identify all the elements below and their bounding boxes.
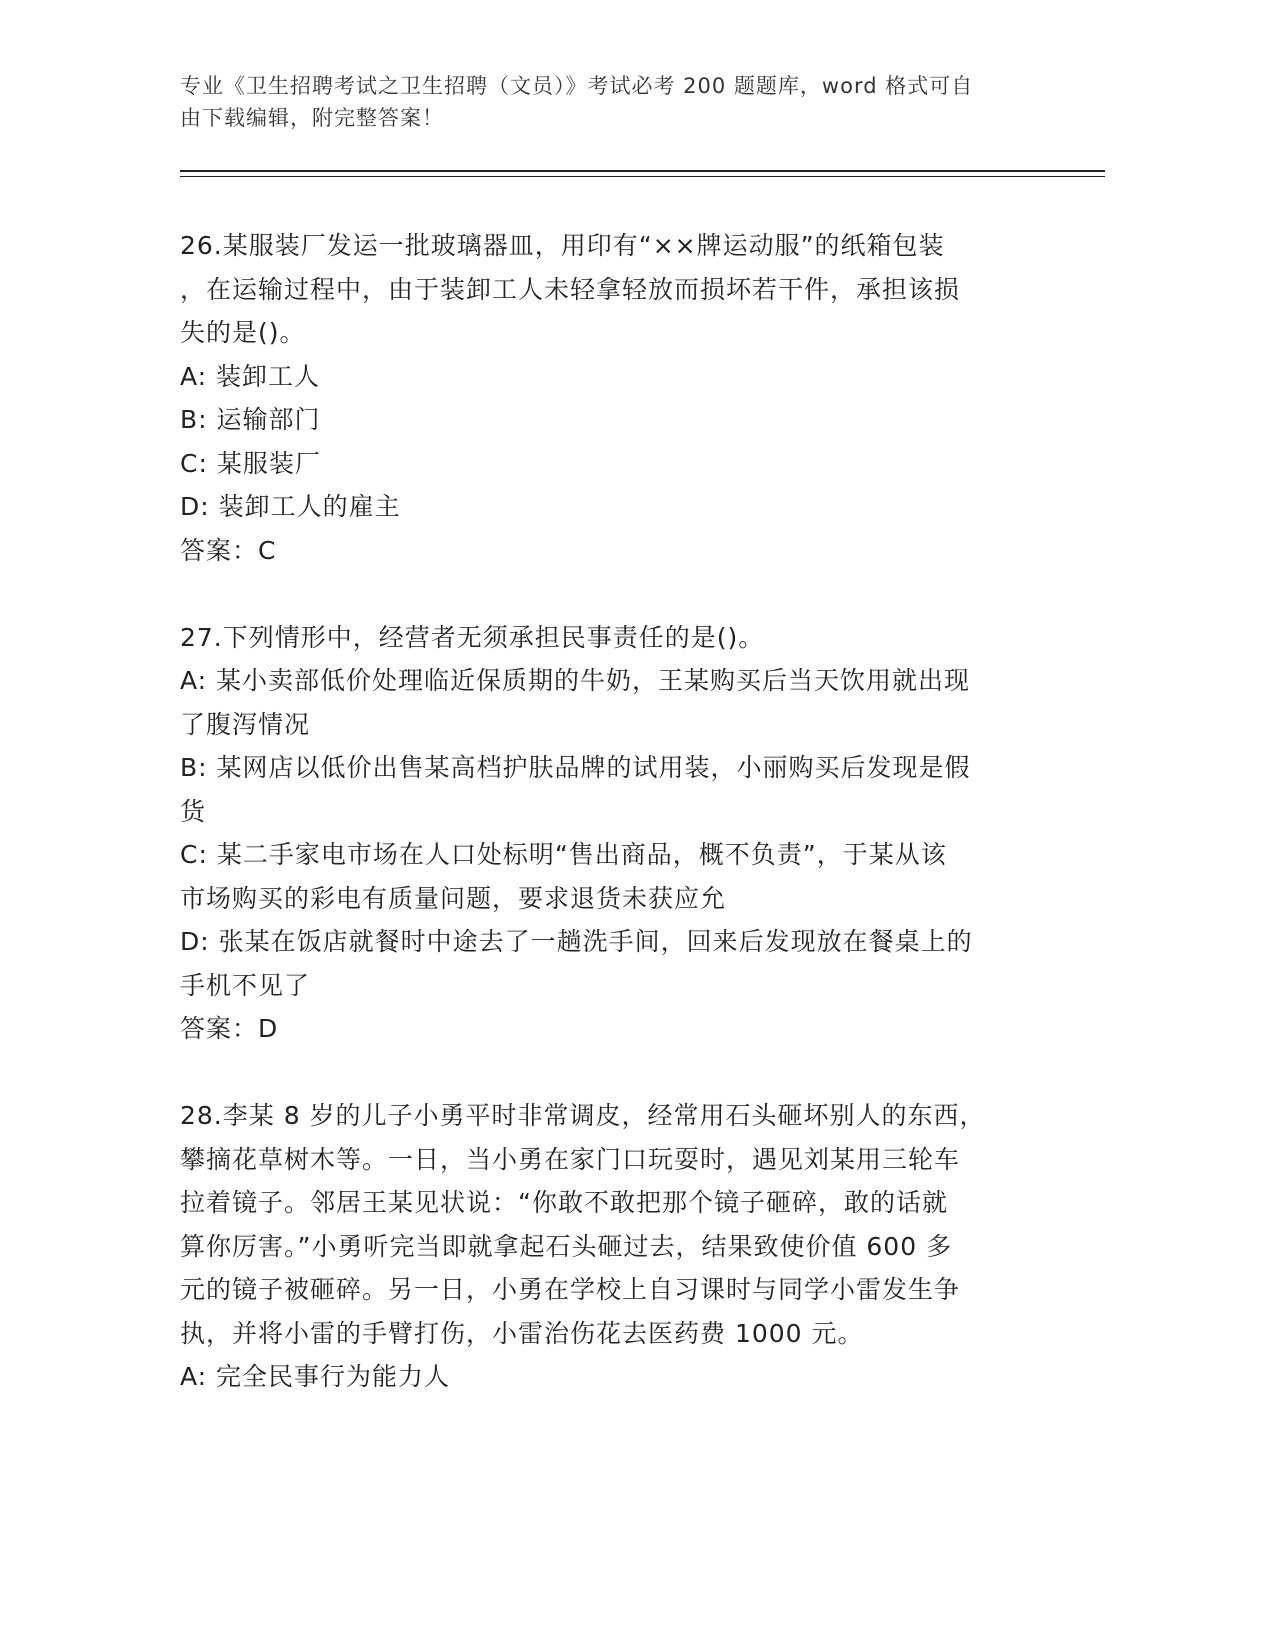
option-b: B: 运输部门 [180,405,321,434]
option-c-continued: 市场购买的彩电有质量问题，要求退货未获应允 [180,883,727,913]
question-stem-line: 28.李某 8 岁的儿子小勇平时非常调皮，经常用石头砸坏别人的东西， [180,1101,986,1130]
question-stem-line: 算你厉害。”小勇听完当即就拿起石头砸过去，结果致使价值 600 多 [180,1231,953,1261]
option-a: A: 完全民事行为能力人 [180,1362,451,1391]
option-c: C: 某二手家电市场在人口处标明“售出商品，概不负责”，于某从该 [180,840,947,869]
option-d: D: 张某在饭店就餐时中途去了一趟洗手间，回来后发现放在餐桌上的 [180,927,973,956]
header-line-1: 专业《卫生招聘考试之卫生招聘（文员）》考试必考 200 题题库，word 格式可自 [180,74,974,98]
document-header [180,70,1040,134]
question-spacer [180,572,1040,616]
option-a-continued: 了腹泻情况 [180,709,311,739]
question-list [180,224,1040,1399]
option-a: A: 装卸工人 [180,361,321,391]
question-spacer [180,1051,1040,1095]
option-c: C: 某服装厂 [180,448,321,478]
question-stem-line: 执，并将小雷的手臂打伤，小雷治伤花去医药费 1000 元。 [180,1318,864,1348]
option-a: A: 某小卖部低价处理临近保质期的牛奶，王某购买后当天饮用就出现 [180,666,971,695]
question-stem-line: 元的镜子被砸碎。另一日，小勇在学校上自习课时与同学小雷发生争 [180,1275,961,1304]
option-d-continued: 手机不见了 [180,970,311,1000]
header-line-2: 由下载编辑，附完整答案！ [180,106,444,130]
option-b-continued: 货 [180,796,207,826]
header-divider-thin [180,176,1105,177]
question-stem-line: 26.某服装厂发运一批玻璃器皿，用印有“××牌运动服”的纸箱包装 [180,231,945,260]
option-b: B: 某网店以低价出售某高档护肤品牌的试用装，小丽购买后发现是假 [180,753,971,782]
question-27 [180,616,1040,1051]
question-stem-line: ，在运输过程中，由于装卸工人未轻拿轻放而损坏若干件，承担该损 [180,274,961,304]
answer-line: 答案：C [180,535,277,565]
answer-line: 答案：D [180,1014,279,1043]
header-divider-thick [180,170,1105,172]
question-stem-line: 攀摘花草树木等。一日，当小勇在家门口玩耍时，遇见刘某用三轮车 [180,1144,961,1174]
question-28 [180,1094,1040,1399]
option-d: D: 装卸工人的雇主 [180,492,401,521]
question-stem-line: 失的是()。 [180,318,306,347]
question-stem-line: 拉着镜子。邻居王某见状说：“你敢不敢把那个镜子砸碎，敢的话就 [180,1188,948,1217]
question-26 [180,224,1040,572]
question-stem-line: 27.下列情形中，经营者无须承担民事责任的是()。 [180,622,765,652]
